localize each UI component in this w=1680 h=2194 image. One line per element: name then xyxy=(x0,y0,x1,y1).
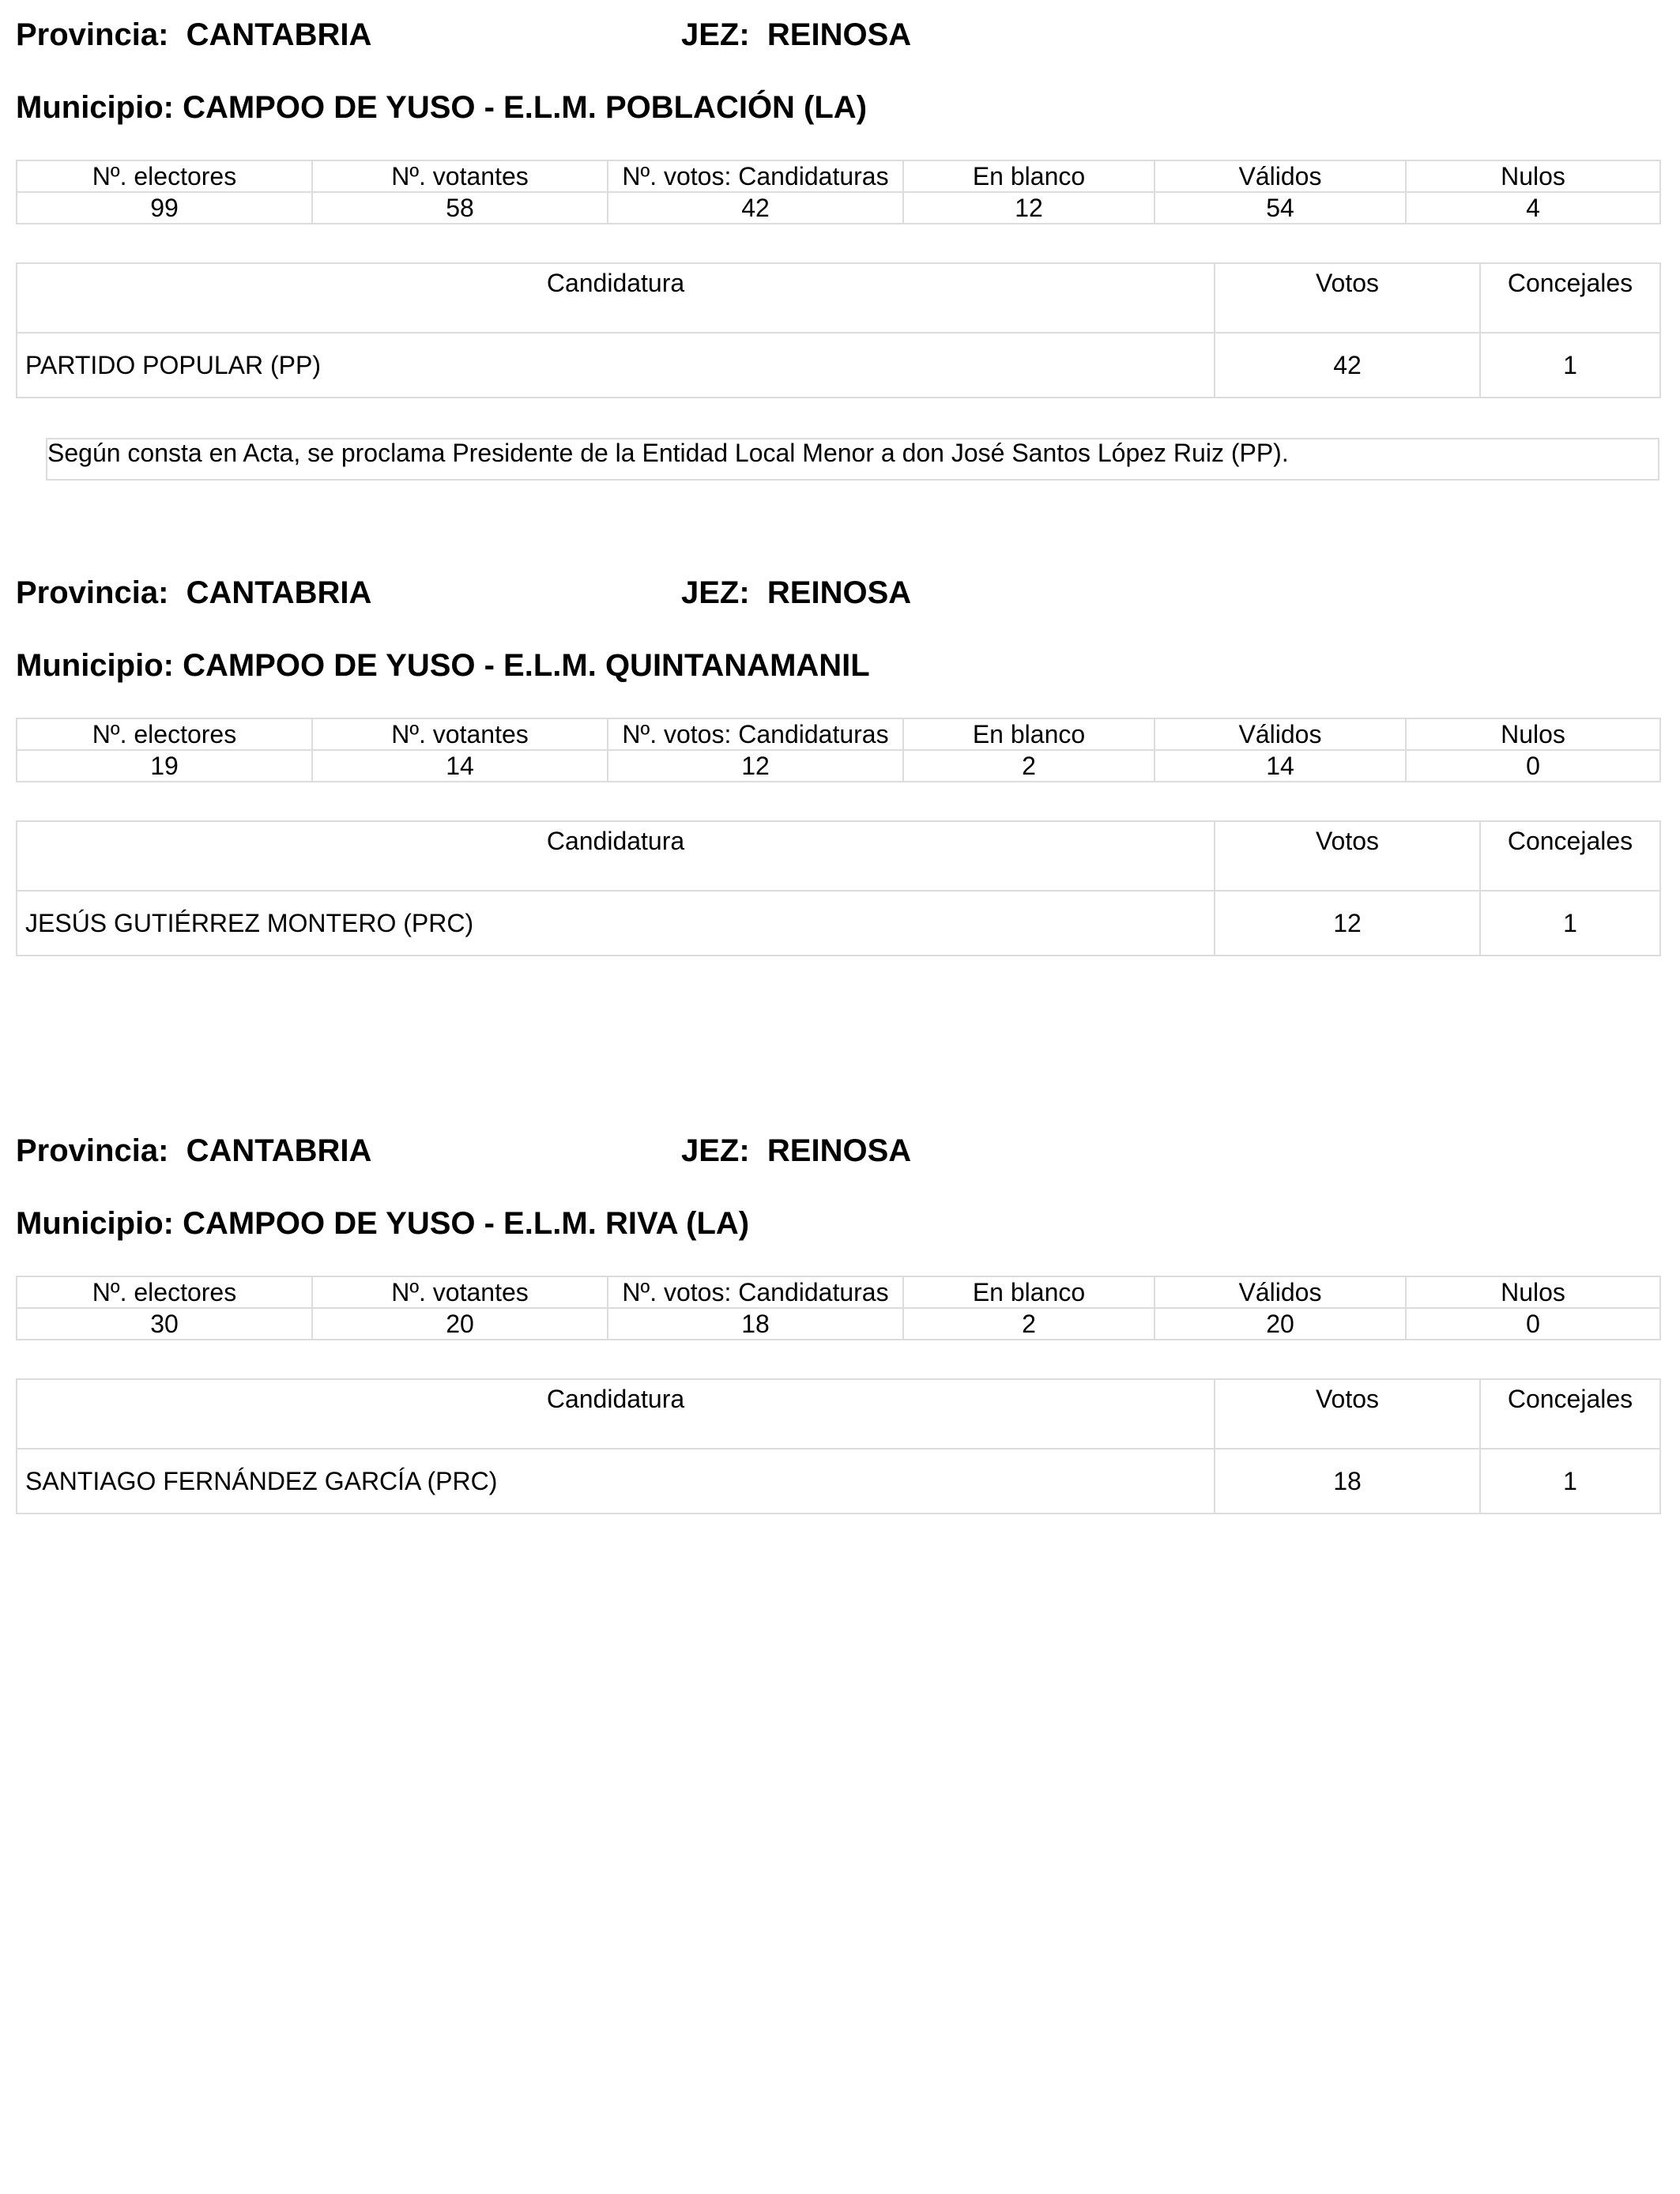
stats-header: Nº. votos: Candidaturas xyxy=(608,718,903,750)
stats-header: Nº. votantes xyxy=(312,1276,608,1308)
stats-value: 12 xyxy=(608,750,903,782)
stats-value: 0 xyxy=(1406,1308,1660,1340)
election-section-1 xyxy=(16,16,1659,506)
stats-header-row xyxy=(17,160,1660,192)
provincia-line xyxy=(16,1132,371,1170)
stats-value: 42 xyxy=(608,192,903,224)
election-section-3 xyxy=(16,1132,1659,1543)
concejales-header: Concejales xyxy=(1480,1379,1660,1449)
provincia-line xyxy=(16,574,371,612)
candidatura-header-row xyxy=(17,263,1660,333)
stats-header: En blanco xyxy=(903,718,1155,750)
candidatura-table xyxy=(16,1378,1661,1514)
municipio-title: Municipio: CAMPOO DE YUSO - E.L.M. POBLACIÓN (LA) xyxy=(16,90,868,125)
stats-header: Nº. votantes xyxy=(312,718,608,750)
stats-header: Nulos xyxy=(1406,718,1660,750)
candidatura-name: SANTIAGO FERNÁNDEZ GARCÍA (PRC) xyxy=(17,1449,1215,1514)
jez-line xyxy=(681,1132,911,1170)
stats-header-row xyxy=(17,718,1660,750)
stats-value-row xyxy=(17,1308,1660,1340)
stats-header: Nº. votos: Candidaturas xyxy=(608,1276,903,1308)
stats-table xyxy=(16,160,1661,224)
candidatura-votos: 12 xyxy=(1215,891,1480,956)
stats-header: En blanco xyxy=(903,160,1155,192)
stats-value: 4 xyxy=(1406,192,1660,224)
stats-value: 20 xyxy=(1155,1308,1406,1340)
candidatura-header-row xyxy=(17,821,1660,891)
stats-header: Nº. votos: Candidaturas xyxy=(608,160,903,192)
stats-value: 54 xyxy=(1155,192,1406,224)
candidatura-concejales: 1 xyxy=(1480,333,1660,398)
stats-header: Válidos xyxy=(1155,1276,1406,1308)
election-section-2 xyxy=(16,574,1659,985)
stats-value: 14 xyxy=(312,750,608,782)
stats-header: Válidos xyxy=(1155,718,1406,750)
jez-value: REINOSA xyxy=(767,1133,912,1168)
candidatura-name: PARTIDO POPULAR (PP) xyxy=(17,333,1215,398)
stats-value: 30 xyxy=(17,1308,312,1340)
stats-header: Válidos xyxy=(1155,160,1406,192)
concejales-header: Concejales xyxy=(1480,263,1660,333)
candidatura-votos: 18 xyxy=(1215,1449,1480,1514)
jez-line xyxy=(681,574,911,612)
stats-table xyxy=(16,1276,1661,1340)
jez-label: JEZ: xyxy=(681,575,750,610)
candidatura-votos: 42 xyxy=(1215,333,1480,398)
stats-table xyxy=(16,718,1661,782)
candidatura-concejales: 1 xyxy=(1480,891,1660,956)
provincia-label: Provincia: xyxy=(16,17,169,52)
stats-header: En blanco xyxy=(903,1276,1155,1308)
candidatura-header: Candidatura xyxy=(17,1379,1215,1449)
stats-header-row xyxy=(17,1276,1660,1308)
candidatura-table xyxy=(16,262,1661,398)
stats-header: Nº. votantes xyxy=(312,160,608,192)
stats-value-row xyxy=(17,750,1660,782)
provincia-label: Provincia: xyxy=(16,575,169,610)
proclamation-note: Según consta en Acta, se proclama Presidente de la Entidad Local Menor a don José Santos López Ruiz (PP). xyxy=(46,438,1659,481)
candidatura-table xyxy=(16,820,1661,956)
jez-label: JEZ: xyxy=(681,17,750,52)
candidatura-header-row xyxy=(17,1379,1660,1449)
stats-header: Nulos xyxy=(1406,1276,1660,1308)
jez-value: REINOSA xyxy=(767,575,912,610)
provincia-value: CANTABRIA xyxy=(186,1133,372,1168)
stats-value: 18 xyxy=(608,1308,903,1340)
candidatura-header: Candidatura xyxy=(17,263,1215,333)
provincia-value: CANTABRIA xyxy=(186,17,372,52)
municipio-title: Municipio: CAMPOO DE YUSO - E.L.M. RIVA (LA) xyxy=(16,1206,750,1241)
stats-value: 58 xyxy=(312,192,608,224)
concejales-header: Concejales xyxy=(1480,821,1660,891)
candidatura-concejales: 1 xyxy=(1480,1449,1660,1514)
provincia-value: CANTABRIA xyxy=(186,575,372,610)
votos-header: Votos xyxy=(1215,821,1480,891)
provincia-label: Provincia: xyxy=(16,1133,169,1168)
jez-line xyxy=(681,16,911,54)
votos-header: Votos xyxy=(1215,263,1480,333)
candidatura-row xyxy=(17,891,1660,956)
provincia-line xyxy=(16,16,371,54)
jez-label: JEZ: xyxy=(681,1133,750,1168)
stats-value: 20 xyxy=(312,1308,608,1340)
jez-value: REINOSA xyxy=(767,17,912,52)
stats-header: Nulos xyxy=(1406,160,1660,192)
candidatura-row xyxy=(17,1449,1660,1514)
candidatura-row xyxy=(17,333,1660,398)
stats-value: 14 xyxy=(1155,750,1406,782)
votos-header: Votos xyxy=(1215,1379,1480,1449)
stats-value: 99 xyxy=(17,192,312,224)
candidatura-name: JESÚS GUTIÉRREZ MONTERO (PRC) xyxy=(17,891,1215,956)
stats-value-row xyxy=(17,192,1660,224)
stats-header: Nº. electores xyxy=(17,1276,312,1308)
stats-value: 0 xyxy=(1406,750,1660,782)
stats-header: Nº. electores xyxy=(17,718,312,750)
stats-value: 12 xyxy=(903,192,1155,224)
candidatura-header: Candidatura xyxy=(17,821,1215,891)
stats-value: 2 xyxy=(903,1308,1155,1340)
stats-header: Nº. electores xyxy=(17,160,312,192)
stats-value: 19 xyxy=(17,750,312,782)
stats-value: 2 xyxy=(903,750,1155,782)
municipio-title: Municipio: CAMPOO DE YUSO - E.L.M. QUINTANAMANIL xyxy=(16,648,870,683)
